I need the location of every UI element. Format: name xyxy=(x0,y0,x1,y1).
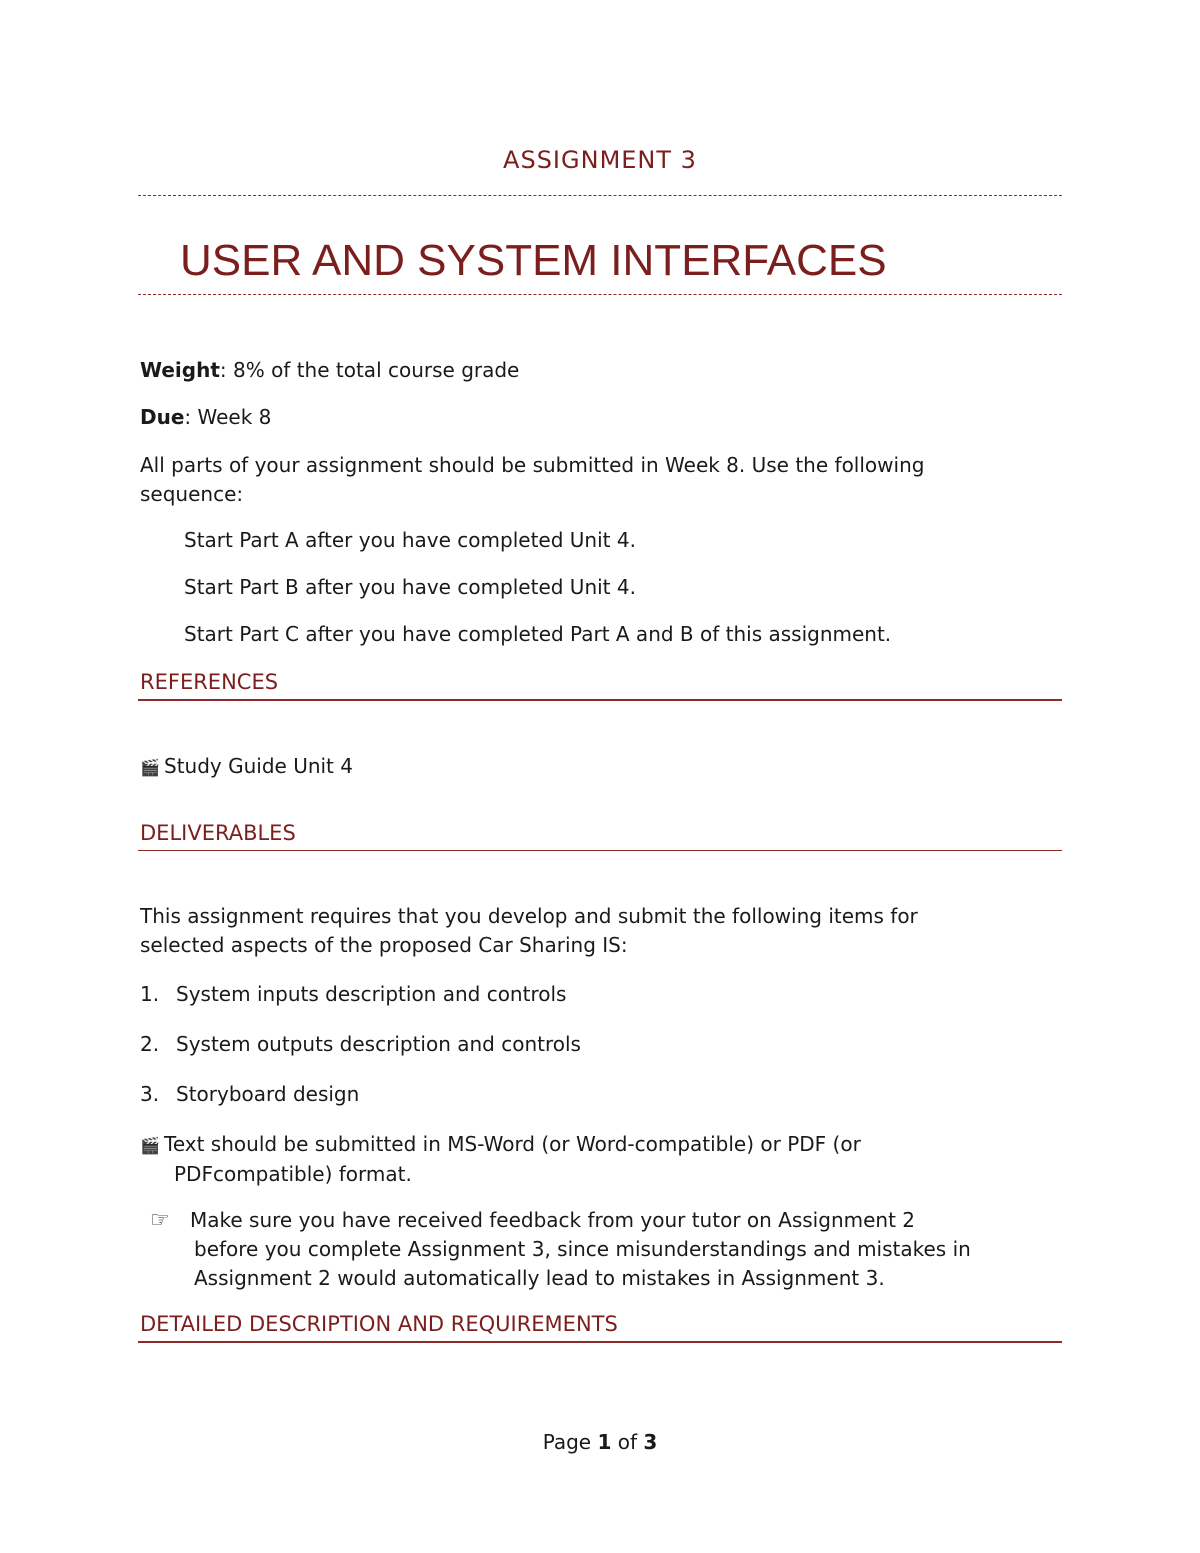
list-number: 3. xyxy=(140,1082,160,1106)
list-number: 2. xyxy=(140,1032,160,1056)
weight-label: Weight xyxy=(140,358,220,382)
format-note xyxy=(140,1130,861,1189)
deliverables-divider xyxy=(138,850,1062,851)
weight-line xyxy=(140,356,519,385)
deliverables-intro-line: This assignment requires that you develop and submit the following items for xyxy=(140,904,918,928)
format-note-line: PDFcompatible) format. xyxy=(174,1162,412,1186)
feedback-note xyxy=(150,1206,971,1293)
list-item-text: System inputs description and controls xyxy=(176,982,567,1006)
feedback-note-line: before you complete Assignment 3, since misunderstandings and mistakes in xyxy=(194,1237,971,1261)
format-note-line: Text should be submitted in MS-Word (or Word-compatible) or PDF (or xyxy=(164,1132,861,1156)
clapperboard-icon: 🎬 xyxy=(140,758,160,777)
header-divider xyxy=(138,195,1062,196)
page-number xyxy=(0,1430,1200,1454)
references-divider xyxy=(138,699,1062,701)
sequence-item-a: Start Part A after you have completed Unit 4. xyxy=(184,528,636,552)
deliverables-intro xyxy=(140,902,918,960)
page-title: USER AND SYSTEM INTERFACES xyxy=(180,236,887,285)
clapperboard-icon: 🎬 xyxy=(140,1136,160,1155)
reference-item-text: Study Guide Unit 4 xyxy=(164,754,353,778)
due-label: Due xyxy=(140,405,185,429)
submission-line: All parts of your assignment should be submitted in Week 8. Use the following xyxy=(140,453,925,477)
list-item-text: Storyboard design xyxy=(176,1082,360,1106)
list-item xyxy=(140,1032,581,1056)
pointing-hand-icon: ☞ xyxy=(150,1208,170,1233)
detailed-divider xyxy=(138,1341,1062,1343)
feedback-note-line: Make sure you have received feedback from your tutor on Assignment 2 xyxy=(190,1208,915,1232)
title-divider xyxy=(138,294,1062,295)
list-number: 1. xyxy=(140,982,160,1006)
list-item xyxy=(140,1082,359,1106)
detailed-heading: DETAILED DESCRIPTION AND REQUIREMENTS xyxy=(140,1312,618,1336)
page-current: 1 xyxy=(597,1430,612,1454)
feedback-note-line: Assignment 2 would automatically lead to mistakes in Assignment 3. xyxy=(194,1266,885,1290)
deliverables-intro-line: selected aspects of the proposed Car Sharing IS: xyxy=(140,933,628,957)
of-word: of xyxy=(617,1430,638,1454)
assignment-label: ASSIGNMENT 3 xyxy=(503,146,697,174)
list-item xyxy=(140,982,566,1006)
submission-line: sequence: xyxy=(140,482,244,506)
submission-paragraph xyxy=(140,451,924,509)
reference-item xyxy=(140,752,353,782)
list-item-text: System outputs description and controls xyxy=(176,1032,581,1056)
due-line xyxy=(140,403,271,432)
page-total: 3 xyxy=(643,1430,658,1454)
page-word: Page xyxy=(542,1430,592,1454)
references-heading: REFERENCES xyxy=(140,670,279,694)
due-value: : Week 8 xyxy=(184,405,272,429)
sequence-item-b: Start Part B after you have completed Unit 4. xyxy=(184,575,636,599)
deliverables-heading: DELIVERABLES xyxy=(140,821,296,845)
weight-value: : 8% of the total course grade xyxy=(219,358,520,382)
sequence-item-c: Start Part C after you have completed Part A and B of this assignment. xyxy=(184,622,892,646)
